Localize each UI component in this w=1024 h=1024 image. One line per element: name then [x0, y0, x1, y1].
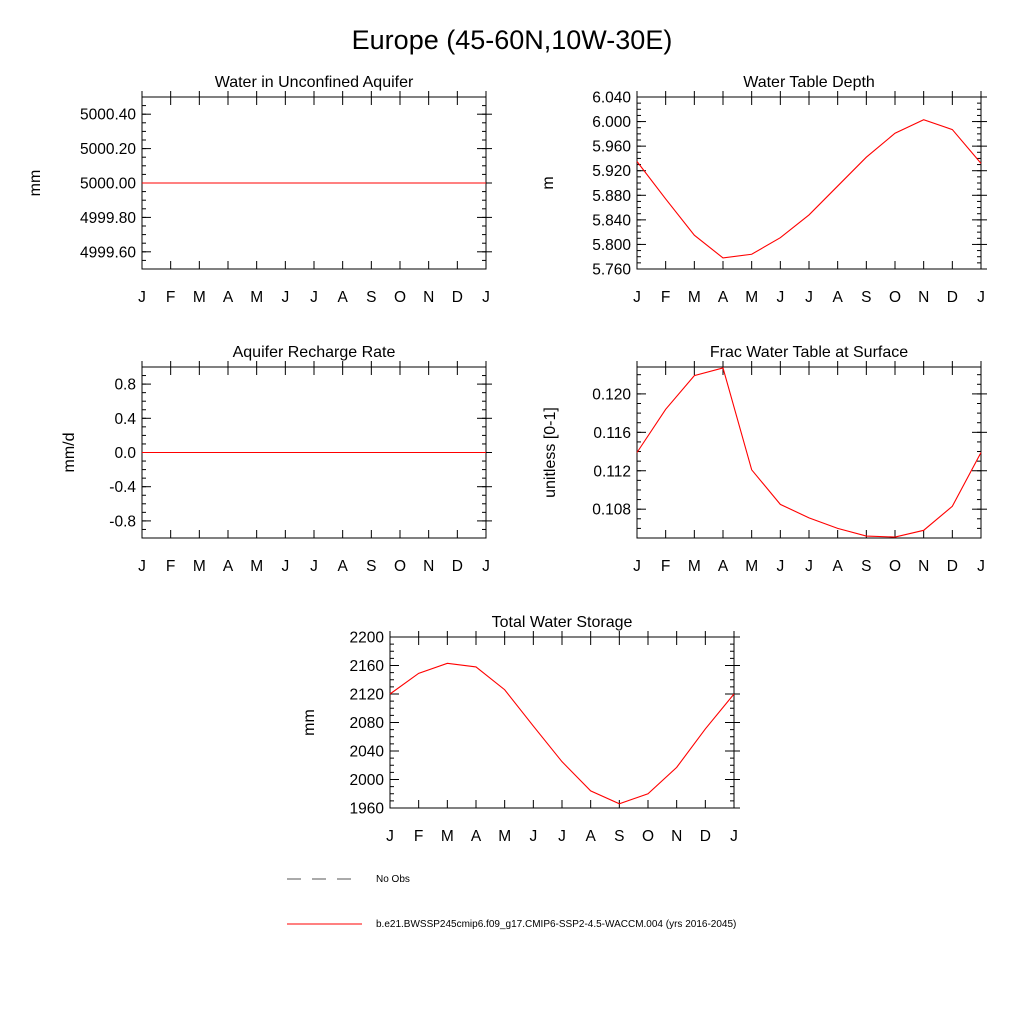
y-tick-label: 0.120: [592, 386, 631, 404]
y-tick-label: -0.8: [109, 513, 136, 531]
y-tick-label: 2040: [349, 743, 384, 761]
x-tick-label: M: [250, 558, 264, 575]
x-tick-label: J: [310, 558, 318, 575]
series-line-model: [390, 663, 734, 803]
y-tick-label: 0.4: [114, 410, 136, 428]
x-tick-label: J: [281, 558, 290, 575]
y-tick-label: 0.8: [114, 376, 136, 394]
x-tick-label: J: [805, 289, 813, 306]
x-tick-label: S: [366, 558, 377, 575]
plot-frame: [637, 97, 981, 269]
y-tick-label: 6.000: [592, 114, 631, 132]
x-tick-label: S: [614, 828, 625, 845]
x-tick-label: S: [366, 289, 377, 306]
x-tick-label: O: [641, 828, 655, 845]
figure-title: Europe (45-60N,10W-30E): [351, 25, 673, 55]
x-tick-label: J: [730, 828, 738, 845]
legend-model-label: b.e21.BWSSP245cmip6.f09_g17.CMIP6-SSP2-4.5-WACCM.004 (yrs 2016-2045): [376, 919, 737, 930]
x-tick-label: J: [633, 558, 641, 575]
y-axis-label: mm: [301, 709, 318, 736]
x-tick-label: J: [281, 289, 290, 306]
y-tick-label: 0.0: [114, 445, 136, 462]
x-tick-label: M: [745, 289, 759, 306]
x-tick-label: A: [222, 558, 234, 575]
y-tick-label: 0.116: [593, 424, 631, 442]
x-tick-label: J: [805, 558, 813, 575]
x-tick-label: J: [386, 828, 394, 845]
panel-title: Aquifer Recharge Rate: [232, 344, 396, 361]
x-tick-label: F: [660, 289, 671, 306]
x-tick-label: J: [977, 558, 985, 575]
x-tick-label: M: [687, 558, 701, 575]
y-tick-label: 5.800: [592, 236, 631, 254]
y-tick-label: 2080: [349, 715, 384, 732]
y-tick-label: 2200: [349, 629, 384, 647]
x-tick-label: J: [138, 558, 146, 575]
x-tick-label: A: [832, 289, 843, 306]
panel-aquifer-recharge-rate: [61, 344, 492, 575]
x-tick-label: N: [423, 558, 435, 575]
y-tick-label: 1960: [349, 800, 384, 818]
x-tick-label: N: [423, 289, 435, 306]
x-tick-label: D: [699, 828, 711, 845]
y-tick-label: 5000.20: [79, 141, 136, 159]
x-tick-label: A: [717, 289, 729, 306]
x-tick-label: D: [451, 289, 463, 306]
y-tick-label: 4999.60: [79, 244, 136, 262]
x-tick-label: F: [660, 558, 671, 575]
x-tick-label: M: [250, 289, 264, 306]
x-tick-label: J: [138, 289, 146, 306]
y-tick-label: 5.920: [592, 163, 631, 181]
y-tick-label: 5.880: [592, 187, 631, 205]
x-tick-label: J: [776, 558, 785, 575]
panel-water-in-unconfined-aquifer: [27, 74, 492, 306]
legend: [287, 874, 736, 930]
y-tick-label: 0.108: [592, 501, 631, 519]
x-tick-label: M: [192, 558, 206, 575]
y-tick-label: -0.4: [109, 479, 136, 497]
x-tick-label: J: [529, 828, 538, 845]
x-tick-label: J: [977, 289, 985, 306]
x-tick-label: J: [558, 828, 566, 845]
x-tick-label: D: [946, 558, 958, 575]
x-tick-label: M: [440, 828, 454, 845]
x-tick-label: M: [745, 558, 759, 575]
x-tick-label: A: [717, 558, 729, 575]
x-tick-label: F: [165, 289, 176, 306]
x-tick-label: J: [482, 289, 490, 306]
y-tick-label: 0.112: [593, 463, 631, 481]
y-tick-label: 5.960: [592, 138, 631, 156]
x-tick-label: A: [337, 289, 348, 306]
y-axis-label: m: [540, 176, 557, 190]
x-tick-label: J: [310, 289, 318, 306]
x-tick-label: M: [192, 289, 206, 306]
x-tick-label: M: [498, 828, 512, 845]
x-tick-label: D: [451, 558, 463, 575]
x-tick-label: S: [861, 558, 872, 575]
plot-frame: [637, 367, 981, 538]
x-tick-label: A: [585, 828, 596, 845]
y-tick-label: 4999.80: [79, 209, 136, 227]
panel-title: Water Table Depth: [743, 74, 875, 91]
x-tick-label: O: [888, 558, 902, 575]
legend-obs-label: No Obs: [376, 874, 410, 885]
y-axis-label: mm/d: [61, 432, 78, 473]
y-tick-label: 5.760: [592, 261, 631, 279]
x-tick-label: A: [222, 289, 234, 306]
panel-total-water-storage: [301, 614, 740, 845]
x-tick-label: N: [671, 828, 683, 845]
x-tick-label: N: [918, 558, 930, 575]
x-tick-label: O: [393, 289, 407, 306]
series-line-model: [637, 368, 981, 537]
panel-frac-water-table-at-surface: [542, 344, 987, 575]
panel-title: Water in Unconfined Aquifer: [214, 74, 414, 91]
x-tick-label: O: [393, 558, 407, 575]
x-tick-label: F: [413, 828, 424, 845]
y-tick-label: 5000.40: [79, 106, 136, 124]
series-line-model: [637, 120, 981, 258]
x-tick-label: J: [776, 289, 785, 306]
y-tick-label: 6.040: [592, 89, 631, 107]
y-tick-label: 2000: [349, 772, 384, 789]
x-tick-label: A: [337, 558, 348, 575]
x-tick-label: J: [633, 289, 641, 306]
panel-title: Total Water Storage: [491, 614, 633, 631]
x-tick-label: M: [687, 289, 701, 306]
y-axis-label: mm: [27, 169, 44, 197]
x-tick-label: A: [470, 828, 482, 845]
x-tick-label: D: [946, 289, 958, 306]
panel-water-table-depth: [540, 74, 987, 306]
x-tick-label: S: [861, 289, 872, 306]
x-tick-label: O: [888, 289, 902, 306]
x-tick-label: J: [482, 558, 490, 575]
x-tick-label: F: [165, 558, 176, 575]
x-tick-label: A: [832, 558, 843, 575]
panel-title: Frac Water Table at Surface: [709, 344, 909, 361]
y-tick-label: 5.840: [592, 212, 631, 230]
y-tick-label: 5000.00: [79, 175, 136, 193]
y-tick-label: 2120: [349, 686, 384, 704]
plot-frame: [390, 637, 734, 808]
y-tick-label: 2160: [349, 658, 384, 675]
x-tick-label: N: [918, 289, 930, 306]
y-axis-label: unitless [0-1]: [542, 407, 559, 498]
